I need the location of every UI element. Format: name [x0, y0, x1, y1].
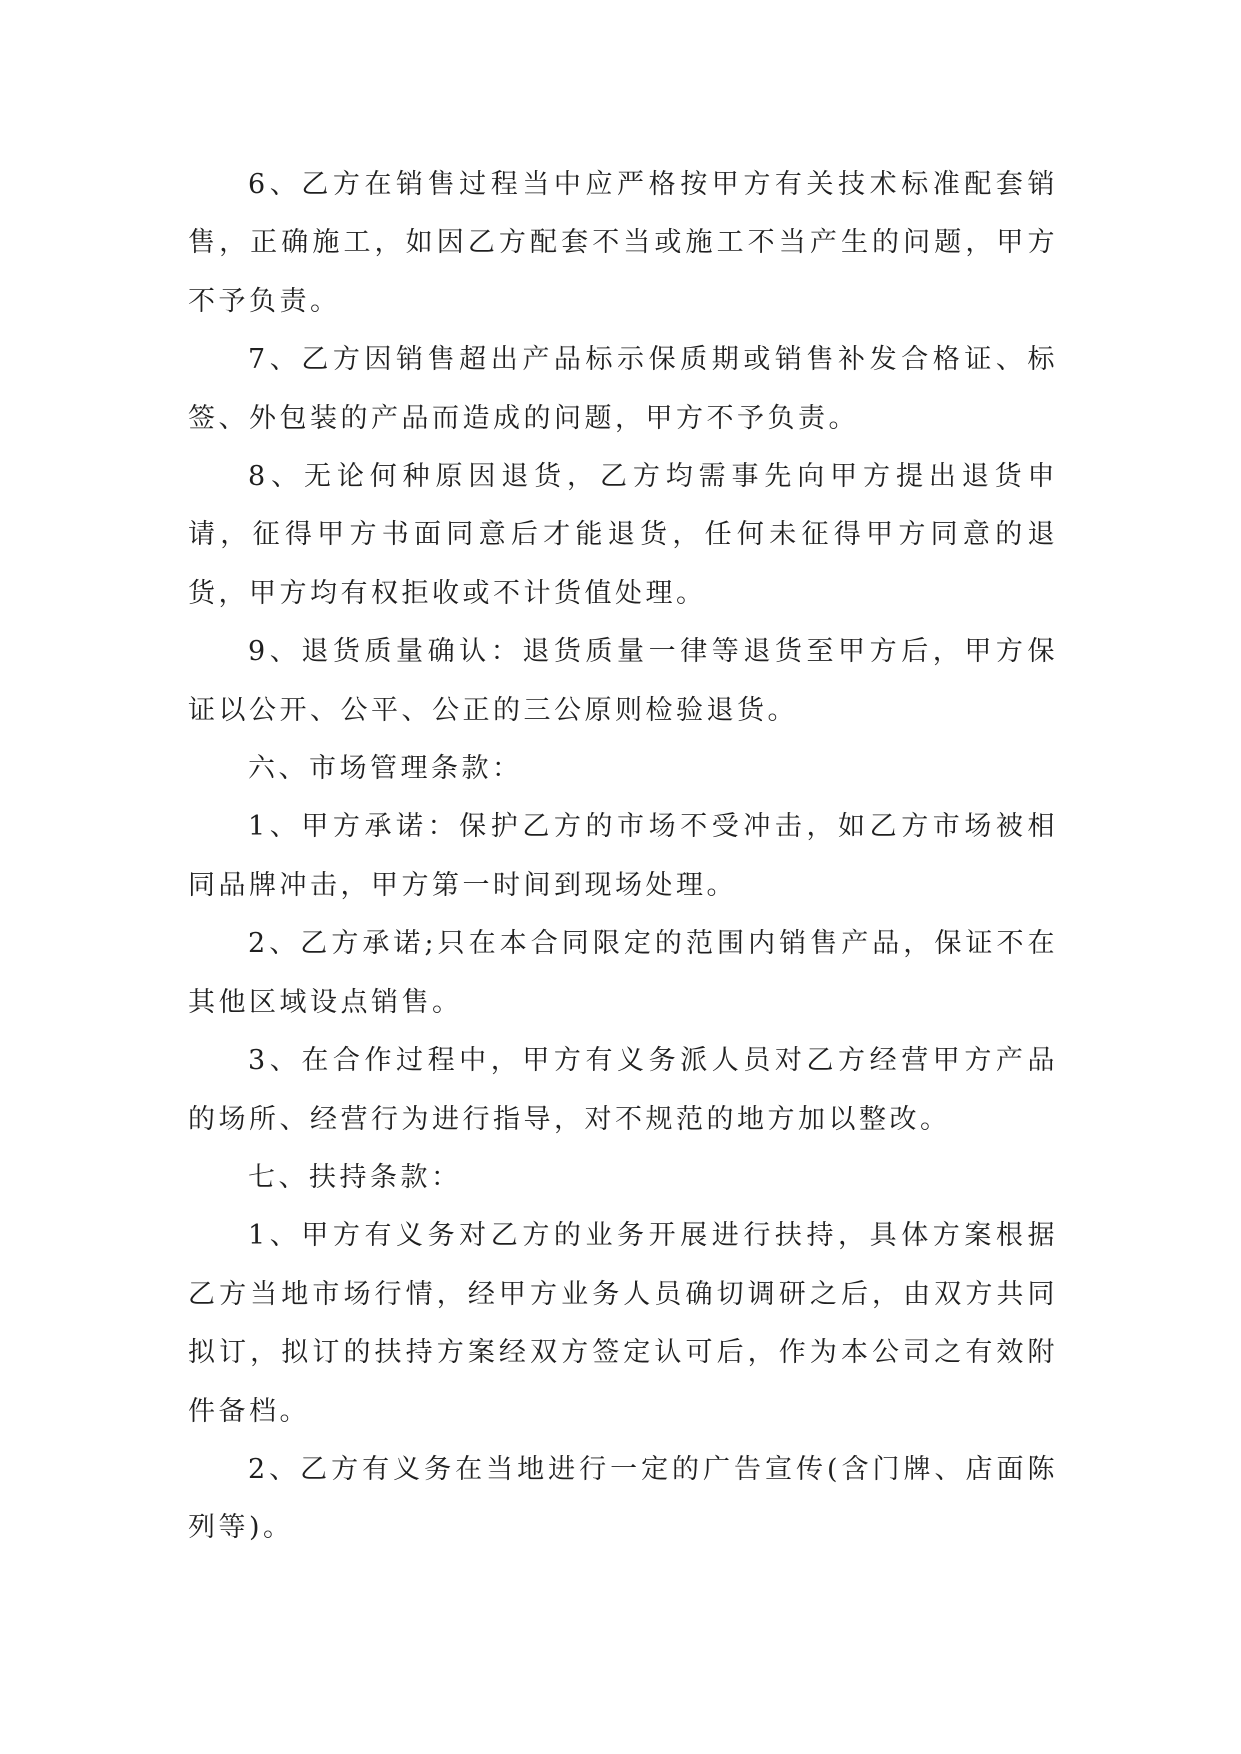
clause-5-9: 9、退货质量确认：退货质量一律等退货至甲方后，甲方保证以公开、公平、公正的三公原则检验退货。	[188, 636, 1058, 726]
clause-5-6: 6、乙方在销售过程当中应严格按甲方有关技术标准配套销售，正确施工，如因乙方配套不当或施工不当产生的问题，甲方不予负责。	[188, 169, 1058, 317]
clause-7-1: 1、甲方有义务对乙方的业务开展进行扶持，具体方案根据乙方当地市场行情，经甲方业务人员确切调研之后，由双方共同拟订，拟订的扶持方案经双方签定认可后，作为本公司之有效附件备档。	[188, 1220, 1058, 1427]
clause-6-1: 1、甲方承诺：保护乙方的市场不受冲击，如乙方市场被相同品牌冲击，甲方第一时间到现场处理。	[188, 811, 1058, 901]
clause-5-8: 8、无论何种原因退货，乙方均需事先向甲方提出退货申请，征得甲方书面同意后才能退货，任何未征得甲方同意的退货，甲方均有权拒收或不计货值处理。	[188, 461, 1058, 609]
section-heading-market-management: 六、市场管理条款：	[248, 753, 523, 785]
document-page	[188, 156, 1058, 1558]
clause-5-7: 7、乙方因销售超出产品标示保质期或销售补发合格证、标签、外包装的产品而造成的问题，甲方不予负责。	[188, 344, 1058, 434]
clause-7-2: 2、乙方有义务在当地进行一定的广告宣传(含门牌、店面陈列等)。	[188, 1453, 1058, 1544]
clause-6-3: 3、在合作过程中，甲方有义务派人员对乙方经营甲方产品的场所、经营行为进行指导，对不规范的地方加以整改。	[188, 1045, 1058, 1135]
clause-6-2: 2、乙方承诺;只在本合同限定的范围内销售产品，保证不在其他区域设点销售。	[188, 928, 1058, 1018]
section-heading-support: 七、扶持条款：	[248, 1161, 462, 1193]
